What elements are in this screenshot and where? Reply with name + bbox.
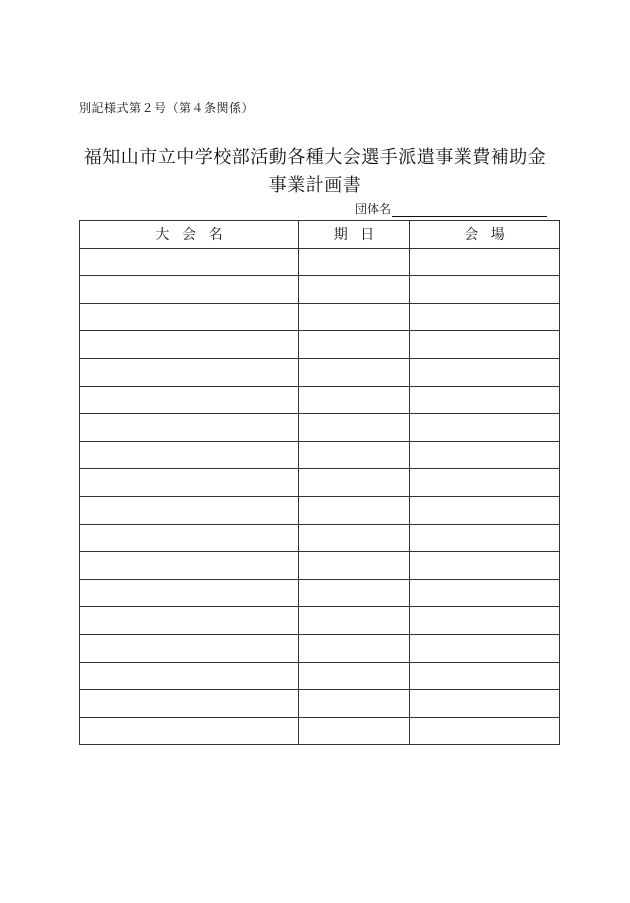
table-row	[80, 607, 560, 635]
cell-date[interactable]	[299, 386, 410, 414]
cell-venue[interactable]	[410, 662, 560, 690]
cell-date[interactable]	[299, 552, 410, 580]
cell-date[interactable]	[299, 524, 410, 552]
document-title: 福知山市立中学校部活動各種大会選手派遣事業費補助金	[83, 147, 547, 168]
cell-venue[interactable]	[410, 441, 560, 469]
table-row	[80, 579, 560, 607]
organization-label: 団体名	[355, 202, 392, 216]
cell-event-name[interactable]	[80, 248, 299, 276]
table-row	[80, 358, 560, 386]
table-row	[80, 414, 560, 442]
header-date: 期日	[299, 221, 410, 249]
header-event-name: 大会名	[80, 221, 299, 249]
organization-name-blank[interactable]	[392, 202, 547, 217]
cell-date[interactable]	[299, 607, 410, 635]
organization-field	[355, 200, 547, 217]
cell-date[interactable]	[299, 662, 410, 690]
cell-venue[interactable]	[410, 276, 560, 304]
cell-venue[interactable]	[410, 386, 560, 414]
table-row	[80, 331, 560, 359]
cell-event-name[interactable]	[80, 496, 299, 524]
cell-venue[interactable]	[410, 552, 560, 580]
cell-date[interactable]	[299, 248, 410, 276]
cell-venue[interactable]	[410, 524, 560, 552]
cell-venue[interactable]	[410, 331, 560, 359]
table-row	[80, 552, 560, 580]
table-row	[80, 469, 560, 497]
cell-event-name[interactable]	[80, 276, 299, 304]
cell-venue[interactable]	[410, 469, 560, 497]
cell-venue[interactable]	[410, 634, 560, 662]
cell-event-name[interactable]	[80, 303, 299, 331]
cell-event-name[interactable]	[80, 607, 299, 635]
document-subtitle: 事業計画書	[268, 175, 362, 196]
table-row	[80, 662, 560, 690]
cell-event-name[interactable]	[80, 717, 299, 745]
cell-venue[interactable]	[410, 303, 560, 331]
cell-venue[interactable]	[410, 496, 560, 524]
event-plan-table	[79, 220, 560, 745]
table-row	[80, 690, 560, 718]
cell-event-name[interactable]	[80, 469, 299, 497]
cell-date[interactable]	[299, 358, 410, 386]
cell-date[interactable]	[299, 414, 410, 442]
cell-event-name[interactable]	[80, 690, 299, 718]
cell-date[interactable]	[299, 469, 410, 497]
cell-event-name[interactable]	[80, 386, 299, 414]
cell-date[interactable]	[299, 331, 410, 359]
cell-event-name[interactable]	[80, 331, 299, 359]
cell-venue[interactable]	[410, 414, 560, 442]
table-row	[80, 717, 560, 745]
table-row	[80, 276, 560, 304]
cell-date[interactable]	[299, 303, 410, 331]
cell-venue[interactable]	[410, 607, 560, 635]
cell-venue[interactable]	[410, 717, 560, 745]
cell-event-name[interactable]	[80, 524, 299, 552]
table-row	[80, 386, 560, 414]
form-number: 別記様式第２号（第４条関係）	[79, 101, 255, 115]
cell-event-name[interactable]	[80, 441, 299, 469]
cell-event-name[interactable]	[80, 358, 299, 386]
cell-date[interactable]	[299, 496, 410, 524]
cell-date[interactable]	[299, 441, 410, 469]
cell-event-name[interactable]	[80, 552, 299, 580]
cell-date[interactable]	[299, 690, 410, 718]
cell-venue[interactable]	[410, 248, 560, 276]
cell-venue[interactable]	[410, 579, 560, 607]
cell-venue[interactable]	[410, 358, 560, 386]
cell-event-name[interactable]	[80, 414, 299, 442]
cell-date[interactable]	[299, 634, 410, 662]
table-row	[80, 496, 560, 524]
table-body	[80, 248, 560, 745]
cell-date[interactable]	[299, 717, 410, 745]
table-row	[80, 248, 560, 276]
table-row	[80, 441, 560, 469]
cell-event-name[interactable]	[80, 634, 299, 662]
table-row	[80, 303, 560, 331]
table-row	[80, 524, 560, 552]
cell-event-name[interactable]	[80, 579, 299, 607]
table-row	[80, 634, 560, 662]
cell-event-name[interactable]	[80, 662, 299, 690]
cell-date[interactable]	[299, 276, 410, 304]
cell-venue[interactable]	[410, 690, 560, 718]
cell-date[interactable]	[299, 579, 410, 607]
table-header-row	[80, 221, 560, 249]
header-venue: 会場	[410, 221, 560, 249]
